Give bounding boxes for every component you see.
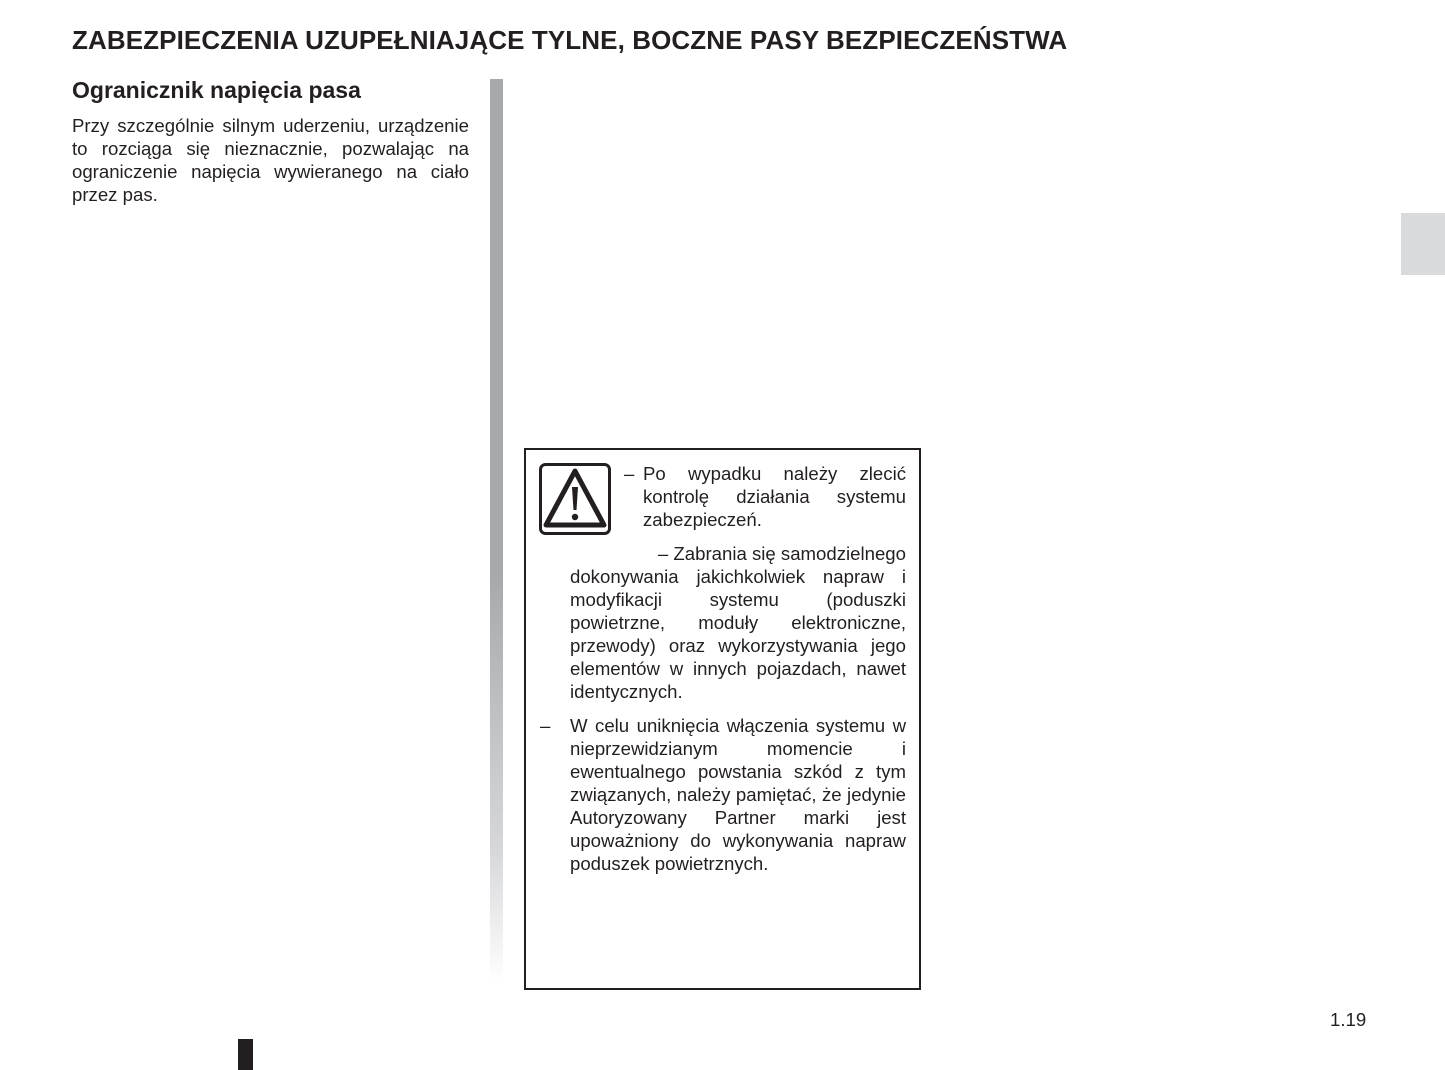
- warning-item-2-first-line: – Zabrania się samodzielnego: [657, 543, 906, 564]
- warning-item-2: [570, 542, 906, 703]
- list-dash: –: [540, 715, 551, 736]
- body-paragraph: Przy szczególnie silnym uderzeniu, urządzenie to rozciąga się nieznacznie, pozwalając na ograniczenie napięcia wywieranego na ciało przez pas.: [72, 115, 469, 205]
- column-divider-bar: [490, 79, 503, 984]
- warning-item-3: [540, 714, 906, 875]
- page-title: ZABEZPIECZENIA UZUPEŁNIAJĄCE TYLNE, BOCZNE PASY BEZPIECZEŃSTWA: [72, 25, 1068, 55]
- print-mark: [238, 1039, 253, 1070]
- chapter-tab: [1401, 213, 1445, 275]
- warning-triangle-icon: [539, 463, 611, 535]
- warning-box: [524, 448, 921, 990]
- warning-item-2-text: dokonywania jakichkolwiek napraw i modyfikacji systemu (poduszki powietrzne, moduły elektroniczne, przewody) oraz wykorzystywania jego elementów w innych pojazdach, nawet identycznych.: [570, 566, 906, 702]
- warning-item-3-text: W celu uniknięcia włączenia systemu w nieprzewidzianym momencie i ewentualnego powstania szkód z tym związanych, należy pamiętać, że jedynie Autoryzowany Partner marki jest upoważniony do wykonywania napraw poduszek powietrznych.: [570, 715, 906, 874]
- warning-item-1-text: Po wypadku należy zlecić kontrolę działania systemu zabezpieczeń.: [643, 463, 906, 530]
- warning-item-1: [624, 462, 906, 531]
- list-dash: –: [624, 463, 635, 484]
- section-heading: Ogranicznik napięcia pasa: [72, 77, 361, 103]
- page-number: 1.19: [1330, 1009, 1367, 1030]
